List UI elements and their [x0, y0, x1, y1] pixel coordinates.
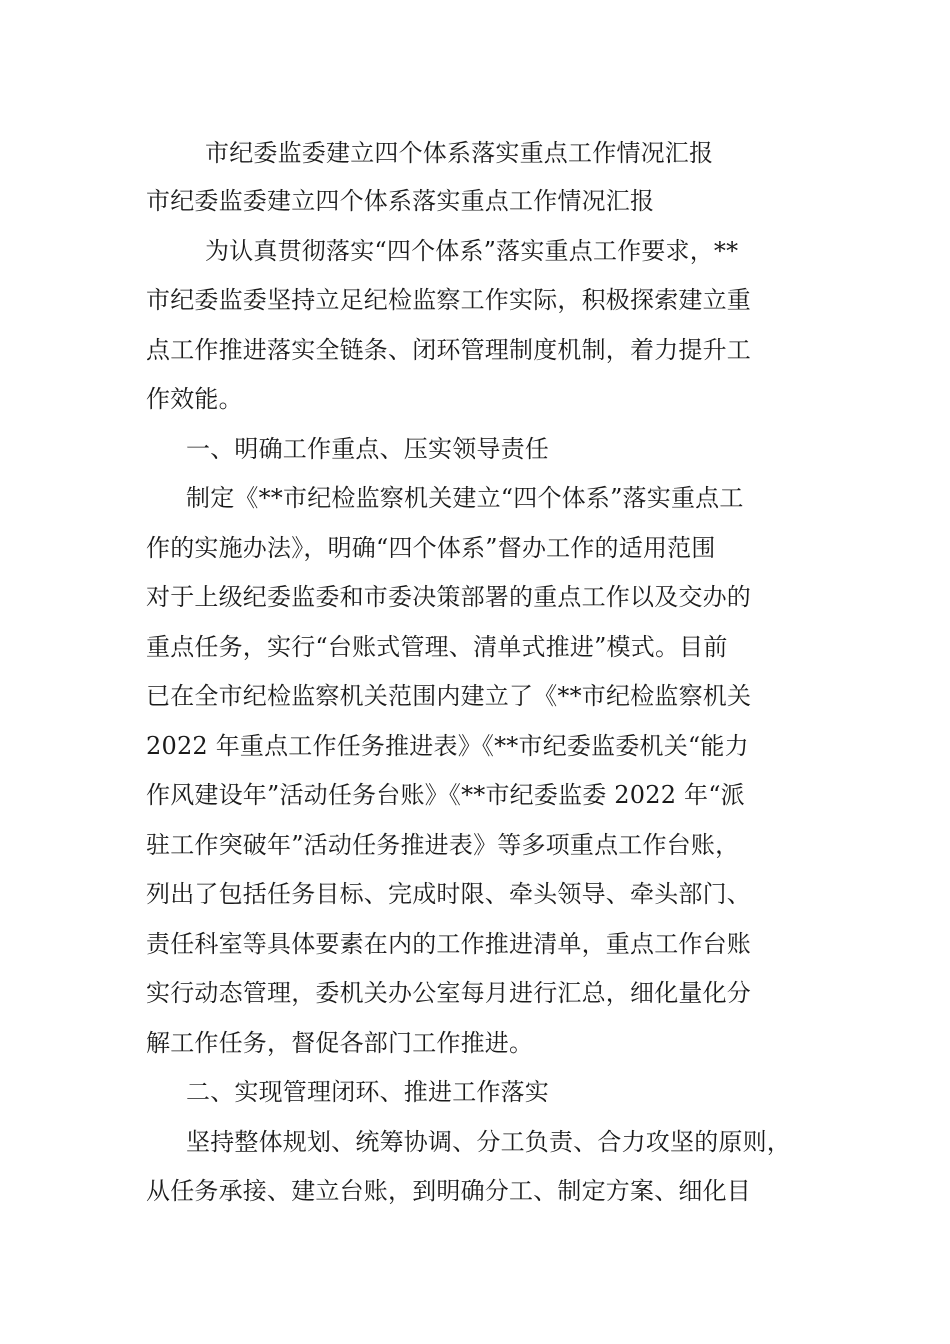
section-1-line: 制定《**市纪检监察机关建立“四个体系”落实重点工	[186, 484, 744, 512]
section-2-heading: 二、实现管理闭环、推进工作落实	[186, 1078, 549, 1106]
section-1-line: 列出了包括任务目标、完成时限、牵头领导、牵头部门、	[146, 880, 751, 908]
section-2-line: 从任务承接、建立台账，到明确分工、制定方案、细化目	[146, 1177, 751, 1205]
section-1-line: 驻工作突破年”活动任务推进表》等多项重点工作台账，	[146, 831, 740, 859]
section-1-line: 责任科室等具体要素在内的工作推进清单，重点工作台账	[146, 930, 751, 958]
intro-line: 为认真贯彻落实“四个体系”落实重点工作要求，**	[205, 237, 739, 265]
document-title-centered: 市纪委监委建立四个体系落实重点工作情况汇报	[205, 139, 714, 167]
document-title-repeated: 市纪委监委建立四个体系落实重点工作情况汇报	[146, 187, 655, 215]
intro-line: 点工作推进落实全链条、闭环管理制度机制，着力提升工	[146, 336, 751, 364]
section-1-line: 作的实施办法》，明确“四个体系”督办工作的适用范围	[146, 534, 716, 562]
intro-line: 市纪委监委坚持立足纪检监察工作实际，积极探索建立重	[146, 286, 751, 314]
section-1-line: 解工作任务，督促各部门工作推进。	[146, 1029, 534, 1057]
section-1-line: 作风建设年”活动任务台账》《**市纪委监委 2022 年“派	[146, 781, 745, 809]
section-1-line: 已在全市纪检监察机关范围内建立了《**市纪检监察机关	[146, 682, 752, 710]
section-1-line: 对于上级纪委监委和市委决策部署的重点工作以及交办的	[146, 583, 751, 611]
section-1-heading: 一、明确工作重点、压实领导责任	[186, 435, 549, 463]
section-1-line: 重点任务，实行“台账式管理、清单式推进”模式。目前	[146, 633, 728, 661]
section-1-line: 2022 年重点工作任务推进表》《**市纪委监委机关“能力	[146, 732, 749, 760]
section-2-line: 坚持整体规划、统筹协调、分工负责、合力攻坚的原则，	[186, 1128, 791, 1156]
intro-line: 作效能。	[146, 385, 243, 413]
section-1-line: 实行动态管理，委机关办公室每月进行汇总，细化量化分	[146, 979, 751, 1007]
